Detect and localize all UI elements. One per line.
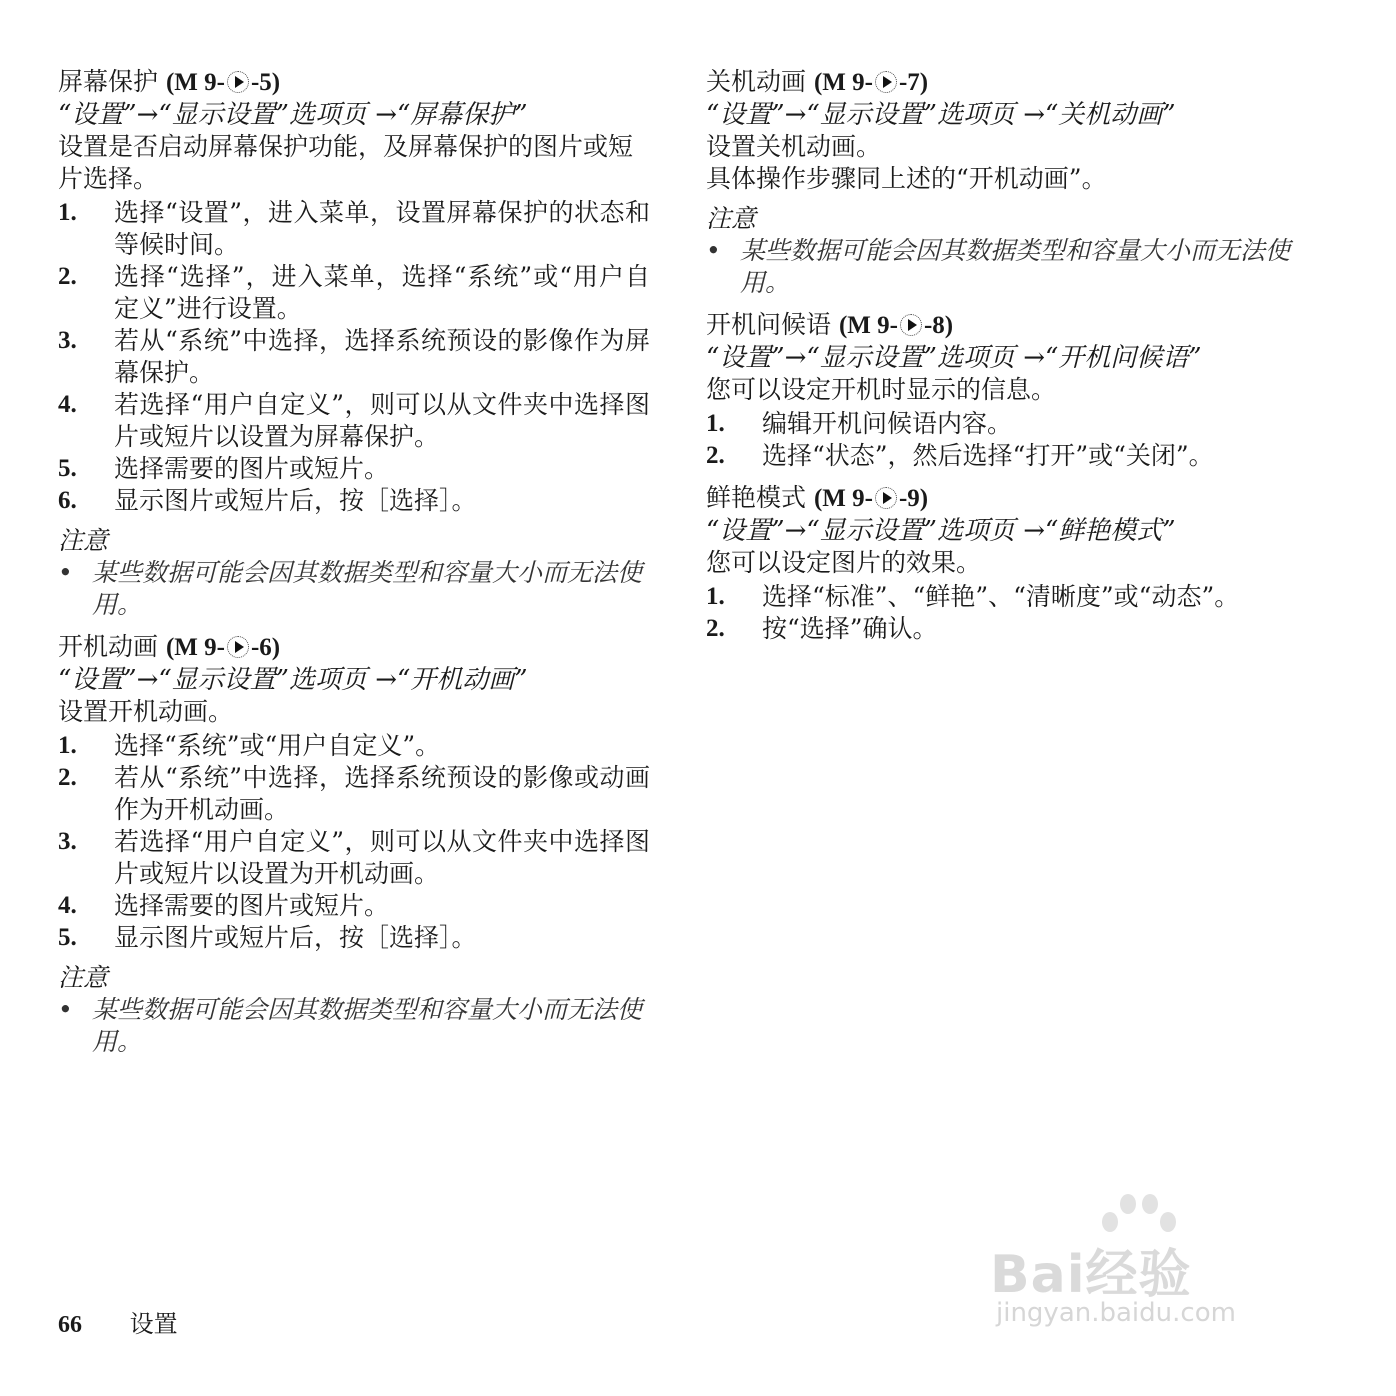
section-heading xyxy=(58,631,650,664)
notes-list xyxy=(706,235,1298,299)
step-text: 若从“系统”中选择，选择系统预设的影像或动画作为开机动画。 xyxy=(114,763,650,824)
right-column xyxy=(706,66,1298,655)
step-number: 3. xyxy=(58,327,77,354)
steps-list xyxy=(58,197,650,517)
section-title: 屏幕保护 xyxy=(58,67,159,96)
step-item xyxy=(706,408,1298,440)
menu-code-prefix: (M 9- xyxy=(165,69,225,96)
step-item xyxy=(58,389,650,453)
menu-path: “设置”→“显示设置”选项页 →“关机动画” xyxy=(706,100,1176,130)
step-item xyxy=(706,581,1298,613)
steps-list xyxy=(706,408,1298,472)
baidu-watermark xyxy=(990,1190,1310,1340)
steps-list xyxy=(706,581,1298,645)
step-item xyxy=(706,613,1298,645)
menu-section xyxy=(706,66,1298,299)
step-item xyxy=(58,890,650,922)
section-description: 设置开机动画。 xyxy=(58,697,234,726)
step-number: 5. xyxy=(58,924,77,951)
menu-code-prefix: (M 9- xyxy=(813,69,873,96)
bullet-icon: • xyxy=(58,558,73,587)
play-circle-icon xyxy=(875,487,897,509)
step-number: 4. xyxy=(58,391,77,418)
menu-path: “设置”→“显示设置”选项页 →“开机动画” xyxy=(58,665,528,695)
step-text: 选择“选择”，进入菜单，选择“系统”或“用户自定义”进行设置。 xyxy=(114,262,650,323)
play-circle-icon xyxy=(227,71,249,93)
section-description: 设置是否启动屏幕保护功能，及屏幕保护的图片或短片选择。 xyxy=(58,132,634,193)
section-title: 鲜艳模式 xyxy=(706,483,807,512)
menu-code-suffix: -8) xyxy=(923,312,954,339)
step-text: 按“选择”确认。 xyxy=(762,614,938,643)
note-item xyxy=(706,235,1298,299)
menu-code xyxy=(166,69,280,96)
step-text: 若选择“用户自定义”，则可以从文件夹中选择图片或短片以设置为开机动画。 xyxy=(114,827,650,888)
step-item xyxy=(58,485,650,517)
section-description: 具体操作步骤同上述的“开机动画”。 xyxy=(706,164,1107,193)
step-item xyxy=(58,197,650,261)
section-description: 您可以设定图片的效果。 xyxy=(706,548,982,577)
menu-section xyxy=(58,66,650,621)
menu-section xyxy=(58,631,650,1058)
note-item xyxy=(58,994,650,1058)
notes-list xyxy=(58,994,650,1058)
page-footer xyxy=(58,1304,178,1339)
step-text: 选择“系统”或“用户自定义”。 xyxy=(114,731,441,760)
step-number: 2. xyxy=(706,442,725,469)
step-number: 3. xyxy=(58,828,77,855)
play-circle-icon xyxy=(227,636,249,658)
watermark-url: jingyan.baidu.com xyxy=(996,1298,1236,1328)
footer-section: 设置 xyxy=(129,1310,178,1338)
menu-code xyxy=(814,485,928,512)
menu-path: “设置”→“显示设置”选项页 →“开机问候语” xyxy=(706,343,1202,373)
menu-code xyxy=(814,69,928,96)
note-title: 注意 xyxy=(706,204,757,233)
menu-section xyxy=(706,309,1298,472)
section-title: 开机问候语 xyxy=(706,310,832,339)
section-heading xyxy=(58,66,650,99)
step-text: 选择需要的图片或短片。 xyxy=(114,891,390,920)
step-text: 若从“系统”中选择，选择系统预设的影像作为屏幕保护。 xyxy=(114,326,650,387)
note-title: 注意 xyxy=(58,526,109,555)
menu-code-prefix: (M 9- xyxy=(813,485,873,512)
step-item xyxy=(58,922,650,954)
menu-code xyxy=(166,634,280,661)
step-number: 2. xyxy=(706,615,725,642)
step-item xyxy=(58,325,650,389)
step-item xyxy=(58,762,650,826)
section-title: 关机动画 xyxy=(706,67,807,96)
note-text: 某些数据可能会因其数据类型和容量大小而无法使用。 xyxy=(92,558,643,619)
step-text: 若选择“用户自定义”，则可以从文件夹中选择图片或短片以设置为屏幕保护。 xyxy=(114,390,650,451)
menu-code-suffix: -7) xyxy=(898,69,929,96)
bullet-icon: • xyxy=(706,236,721,265)
step-number: 1. xyxy=(706,410,725,437)
section-heading xyxy=(706,309,1298,342)
step-text: 选择“标准”、“鲜艳”、“清晰度”或“动态”。 xyxy=(762,582,1240,611)
step-number: 2. xyxy=(58,764,77,791)
step-text: 选择需要的图片或短片。 xyxy=(114,454,390,483)
step-number: 1. xyxy=(58,199,77,226)
bullet-icon: • xyxy=(58,995,73,1024)
menu-code-suffix: -6) xyxy=(250,634,281,661)
play-circle-icon xyxy=(875,71,897,93)
menu-path: “设置”→“显示设置”选项页 →“屏幕保护” xyxy=(58,100,528,130)
step-number: 2. xyxy=(58,263,77,290)
step-item xyxy=(706,440,1298,472)
step-number: 1. xyxy=(58,732,77,759)
section-description: 设置关机动画。 xyxy=(706,132,882,161)
step-item xyxy=(58,730,650,762)
left-column xyxy=(58,66,650,1068)
note-title: 注意 xyxy=(58,963,109,992)
play-circle-icon xyxy=(900,314,922,336)
steps-list xyxy=(58,730,650,954)
menu-section xyxy=(706,482,1298,645)
menu-code-prefix: (M 9- xyxy=(838,312,898,339)
step-number: 4. xyxy=(58,892,77,919)
section-heading xyxy=(706,482,1298,515)
step-item xyxy=(58,826,650,890)
step-number: 6. xyxy=(58,487,77,514)
note-item xyxy=(58,557,650,621)
page-number: 66 xyxy=(58,1312,82,1338)
section-title: 开机动画 xyxy=(58,632,159,661)
step-number: 5. xyxy=(58,455,77,482)
step-text: 编辑开机问候语内容。 xyxy=(762,409,1013,438)
menu-code-prefix: (M 9- xyxy=(165,634,225,661)
note-text: 某些数据可能会因其数据类型和容量大小而无法使用。 xyxy=(92,995,643,1056)
menu-path: “设置”→“显示设置”选项页 →“鲜艳模式” xyxy=(706,516,1176,546)
section-description: 您可以设定开机时显示的信息。 xyxy=(706,375,1057,404)
menu-code-suffix: -9) xyxy=(898,485,929,512)
note-text: 某些数据可能会因其数据类型和容量大小而无法使用。 xyxy=(740,236,1291,297)
watermark-brand: Bai经验 xyxy=(990,1245,1192,1305)
step-item xyxy=(58,453,650,485)
menu-code-suffix: -5) xyxy=(250,69,281,96)
step-number: 1. xyxy=(706,583,725,610)
step-text: 显示图片或短片后，按［选择］。 xyxy=(114,923,477,952)
step-text: 选择“状态”，然后选择“打开”或“关闭”。 xyxy=(762,441,1214,470)
section-heading xyxy=(706,66,1298,99)
step-item xyxy=(58,261,650,325)
menu-code xyxy=(839,312,953,339)
step-text: 显示图片或短片后，按［选择］。 xyxy=(114,486,477,515)
step-text: 选择“设置”，进入菜单，设置屏幕保护的状态和等候时间。 xyxy=(114,198,650,259)
notes-list xyxy=(58,557,650,621)
